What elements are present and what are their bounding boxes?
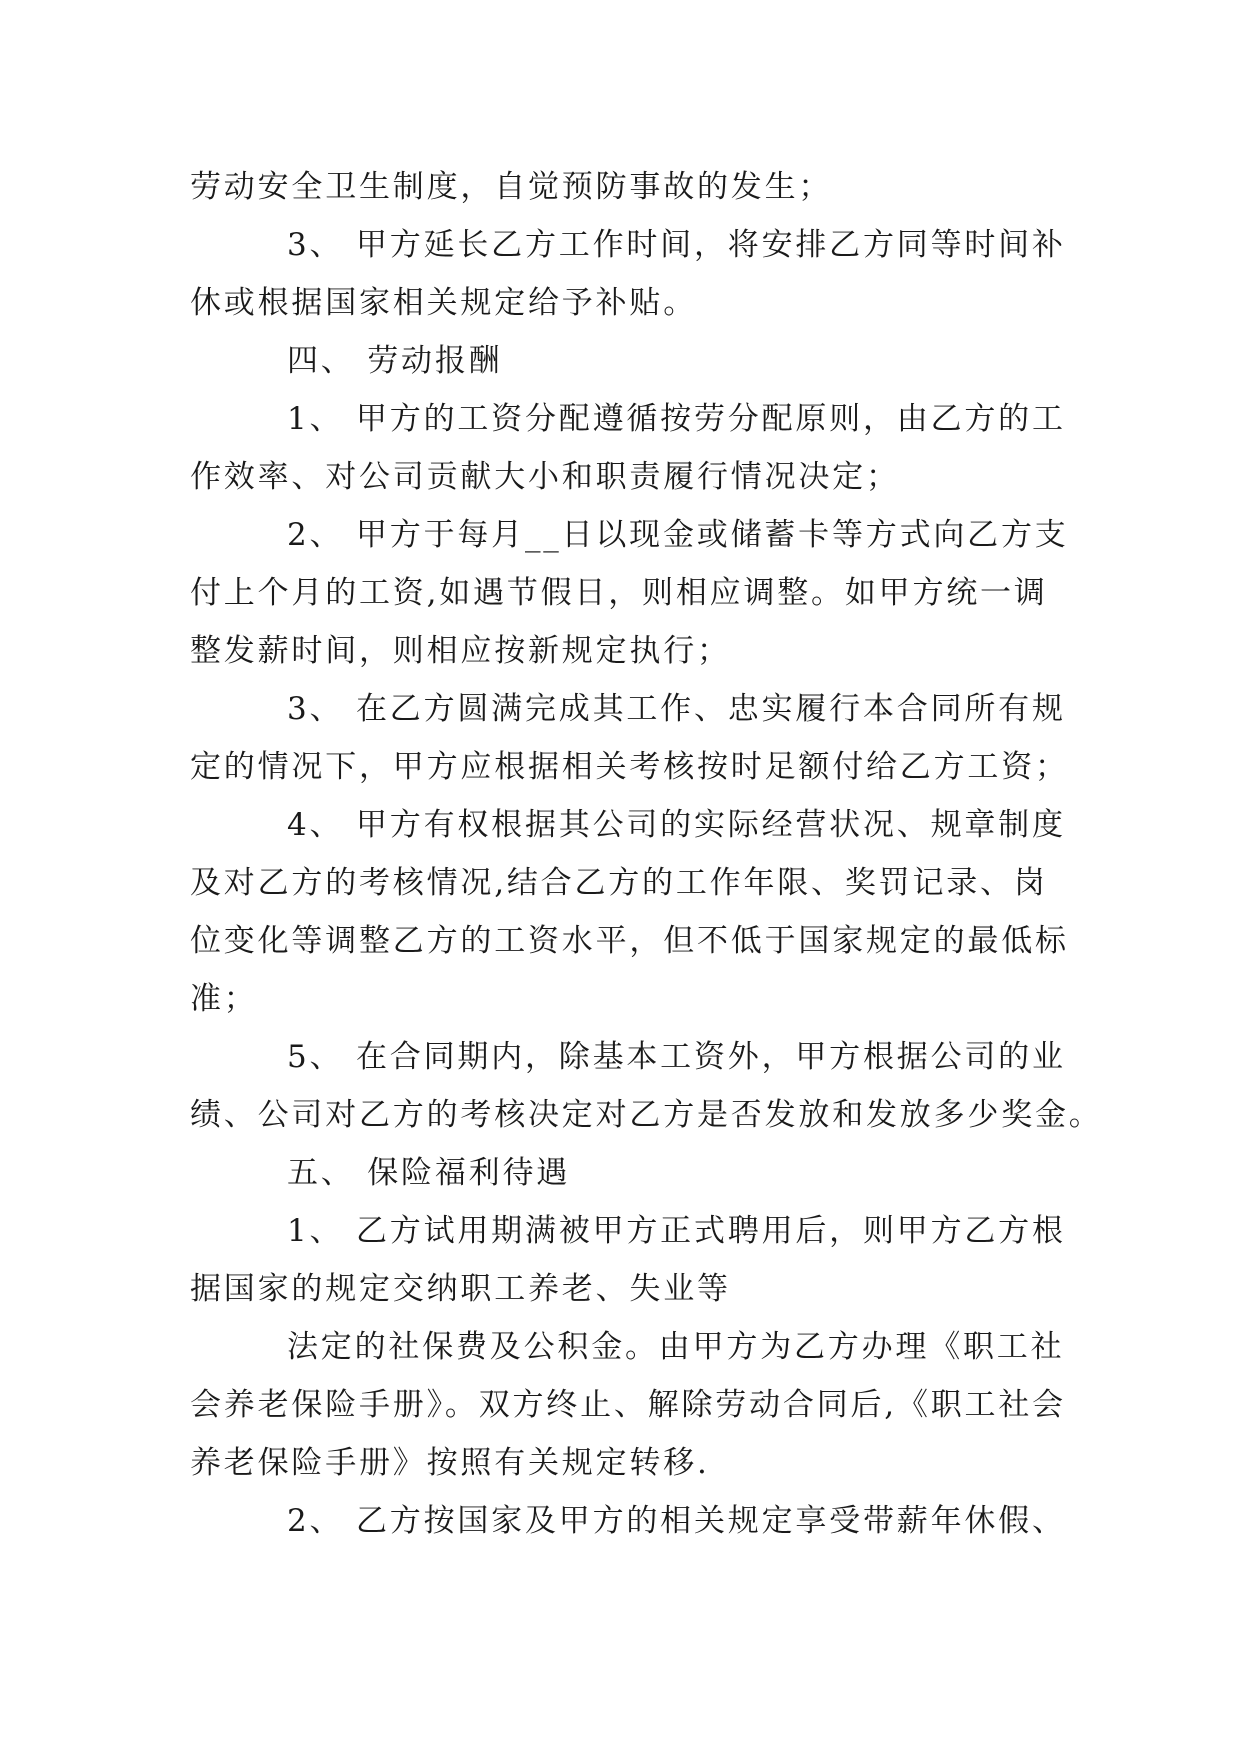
text-line: 定的情况下，甲方应根据相关考核按时足额付给乙方工资； [190, 749, 1069, 785]
text-line: 1、 乙方试用期满被甲方正式聘用后，则甲方乙方根 [287, 1213, 1066, 1249]
text-line: 作效率、对公司贡献大小和职责履行情况决定； [190, 459, 900, 495]
text-line: 养老保险手册》按照有关规定转移. [190, 1445, 710, 1481]
text-line: 1、 甲方的工资分配遵循按劳分配原则，由乙方的工 [287, 401, 1066, 437]
text-line: 整发薪时间，则相应按新规定执行； [190, 633, 731, 669]
text-line: 2、 甲方于每月__日以现金或储蓄卡等方式向乙方支 [287, 517, 1069, 553]
text-line: 5、 在合同期内，除基本工资外，甲方根据公司的业 [287, 1039, 1066, 1075]
text-line: 准； [190, 981, 258, 1017]
text-line: 4、 甲方有权根据其公司的实际经营状况、规章制度 [287, 807, 1066, 843]
text-line: 会养老保险手册》。双方终止、解除劳动合同后,《职工社会 [190, 1387, 1066, 1423]
document-body [190, 158, 1103, 1550]
text-line: 位变化等调整乙方的工资水平，但不低于国家规定的最低标 [190, 923, 1069, 959]
text-line: 付上个月的工资,如遇节假日，则相应调整。如甲方统一调 [190, 575, 1048, 611]
text-line: 绩、公司对乙方的考核决定对乙方是否发放和发放多少奖金。 [190, 1097, 1103, 1133]
section-heading: 五、 保险福利待遇 [287, 1155, 571, 1191]
text-line: 劳动安全卫生制度，自觉预防事故的发生； [190, 169, 833, 205]
text-line: 据国家的规定交纳职工养老、失业等 [190, 1271, 731, 1307]
text-line: 3、 在乙方圆满完成其工作、忠实履行本合同所有规 [287, 691, 1066, 727]
text-line: 及对乙方的考核情况,结合乙方的工作年限、奖罚记录、岗 [190, 865, 1048, 901]
text-line: 休或根据国家相关规定给予补贴。 [190, 285, 697, 321]
text-line: 法定的社保费及公积金。由甲方为乙方办理《职工社 [287, 1329, 1065, 1365]
text-line: 2、 乙方按国家及甲方的相关规定享受带薪年休假、 [287, 1503, 1066, 1539]
section-heading: 四、 劳动报酬 [287, 343, 503, 379]
text-line: 3、 甲方延长乙方工作时间，将安排乙方同等时间补 [287, 227, 1066, 263]
